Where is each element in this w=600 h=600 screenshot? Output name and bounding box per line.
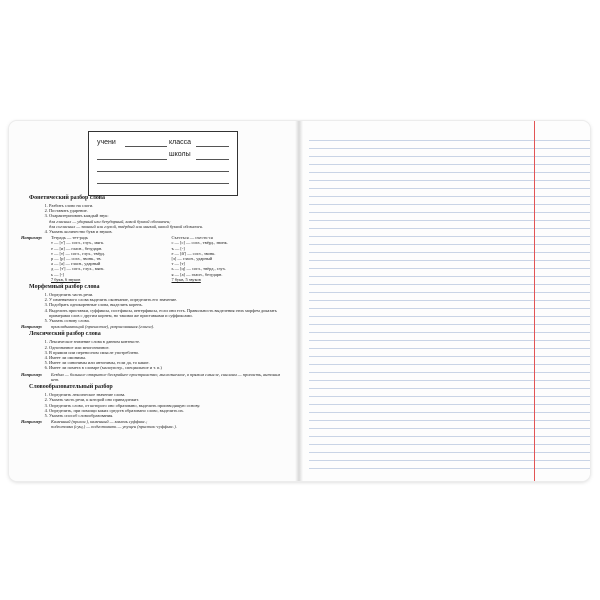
list-item: 6. Имеет ли помета в словаре (малоупотр., специальное и т. п.) bbox=[49, 365, 286, 370]
example-label: Например: bbox=[21, 419, 43, 425]
detail-text: для согласных — звонкий или глухой, твёрдый или мягкий, какой буквой обозначен. bbox=[49, 223, 204, 229]
list-item: 1. Разбить слово на слоги. bbox=[49, 203, 286, 208]
student-line bbox=[125, 146, 167, 147]
example-line: Тетрадь — тет-радь bbox=[51, 235, 89, 241]
example-line: 7 букв, 6 звуков bbox=[51, 276, 81, 282]
list-item: 3. Определить слово, от которого оно образовано, выделить производящую основу. bbox=[49, 403, 286, 408]
example-line: ъ — [-] bbox=[171, 245, 185, 251]
list-item: 1. Определить лексическое значение слова. bbox=[49, 392, 286, 397]
example-column-right bbox=[172, 235, 287, 282]
detail-text: для гласных — ударный или безударный, какой буквой обозначен; bbox=[49, 218, 171, 224]
blank-line bbox=[97, 159, 167, 160]
class-label: класса bbox=[169, 139, 192, 146]
grammar-reference bbox=[21, 193, 286, 431]
example-line: е — [й'] — согл., звонк. bbox=[171, 250, 216, 256]
open-notebook bbox=[9, 121, 590, 481]
example-text: Каменный (прилаг.), каменный — камень суффикс.; bbox=[51, 419, 148, 425]
section-title: Лексический разбор слова bbox=[29, 331, 101, 338]
example-line: ь — [ц] — согл., твёрд., глух. bbox=[171, 266, 227, 272]
section-title: Фонетический разбор слова bbox=[29, 195, 105, 201]
left-page bbox=[9, 121, 299, 481]
example-line: т — [т'] — согл., глух., мягк. bbox=[51, 240, 105, 246]
list-item: 1. Определить часть речи. bbox=[49, 292, 286, 297]
list-item: 3. Подобрать однокоренные слова, выделить корень. bbox=[49, 302, 286, 307]
notebook-spine bbox=[295, 121, 303, 481]
example-line: ь — [-] bbox=[51, 271, 64, 277]
example-line: 7 букв, 5 звуков bbox=[171, 276, 201, 282]
example-block bbox=[21, 324, 286, 329]
list-item: 2. Однозначное или многозначное. bbox=[49, 345, 286, 350]
example-column-left bbox=[51, 235, 166, 282]
steps-list bbox=[21, 339, 286, 370]
example-block bbox=[21, 419, 286, 429]
list-item: 1. Лексическое значение слова в данном контексте. bbox=[49, 339, 286, 344]
list-item: 2. У изменяемого слова выделить окончание, определить его значение. bbox=[49, 297, 286, 302]
example-line: [э] — гласн., ударный bbox=[171, 256, 213, 262]
steps-list bbox=[21, 203, 286, 234]
example-line: д — [т'] — согл., глух., мягк. bbox=[51, 266, 105, 272]
section-title: Словообразовательный разбор bbox=[29, 384, 113, 391]
red-margin-line bbox=[534, 121, 535, 481]
example-line: Съесться — съесть-ся bbox=[171, 235, 213, 241]
right-page-lined bbox=[299, 121, 590, 481]
blank-line bbox=[97, 171, 229, 172]
example-line: а — [а] — гласн., ударный bbox=[51, 261, 101, 267]
school-label: школы bbox=[169, 151, 191, 158]
list-item: 5. Указать основу слова. bbox=[49, 318, 286, 323]
ruled-lines bbox=[309, 133, 590, 469]
list-item: 2. Поставить ударение. bbox=[49, 208, 286, 213]
example-line: я — [а] — гласн., безударн. bbox=[171, 271, 223, 277]
example-label: Например: bbox=[21, 235, 43, 241]
list-item: 4. Имеет ли омонимы. bbox=[49, 355, 286, 360]
steps-list bbox=[21, 292, 286, 323]
example-text: Бездна — большое открытое бескрайнее пространство; многозначное, в прямом смысле, синоним — пропасть, антоним нет. bbox=[51, 371, 281, 382]
example-text: подготовка (сущ.) — подготовить — упущен (пристав.-суффикс.). bbox=[51, 424, 177, 430]
name-label-box bbox=[88, 131, 238, 196]
example-line: с — [с] — согл., твёрд., звонк. bbox=[171, 240, 228, 246]
list-item: 5. Имеет ли синонимы или антонимы, если да, то какие. bbox=[49, 360, 286, 365]
example-text: прикладывающий (причастие), разрисованная (глагол). bbox=[51, 324, 155, 330]
example-block bbox=[21, 372, 286, 382]
list-item: 4. Указать количество букв и звуков. bbox=[49, 229, 286, 234]
school-line bbox=[196, 159, 229, 160]
example-line: т — [т] — согл., глух., твёрд. bbox=[51, 250, 106, 256]
student-label: учени bbox=[97, 139, 116, 146]
example-line: е — [и] — гласн., безударн. bbox=[51, 245, 103, 251]
example-label: Например: bbox=[21, 371, 43, 377]
class-line bbox=[196, 146, 229, 147]
list-item: 4. Выделить приставки, суффиксы, постфиксы, интерфиксы, если они есть. Правильность выделения этих морфем доказать примерами слов с другим корнем, но такими же приставками и суффиксами. bbox=[49, 308, 286, 318]
example-block bbox=[21, 235, 286, 282]
list-item: 2. Указать часть речи, к которой оно принадлежит. bbox=[49, 397, 286, 402]
example-label: Например: bbox=[21, 324, 43, 330]
section-title: Морфемный разбор слова bbox=[29, 284, 100, 291]
list-item: 5. Указать способ словообразования. bbox=[49, 413, 286, 418]
list-item: 3. В прямом или переносном смысле употреблено. bbox=[49, 350, 286, 355]
steps-list bbox=[21, 392, 286, 418]
list-item: 4. Определить, при помощи каких средств образовано слово, выделить их. bbox=[49, 408, 286, 413]
blank-line bbox=[97, 183, 229, 184]
example-line: т — [т] bbox=[171, 261, 185, 267]
example-line: р — [р] — согл., звонк., тв. bbox=[51, 256, 102, 262]
list-item: 3. Охарактеризовать каждый звук: для гласных — ударный или безударный, какой буквой обозначен; для согласных — звонкий или глухой, твёрдый или мягкий, какой буквой обозначен. bbox=[49, 213, 286, 229]
